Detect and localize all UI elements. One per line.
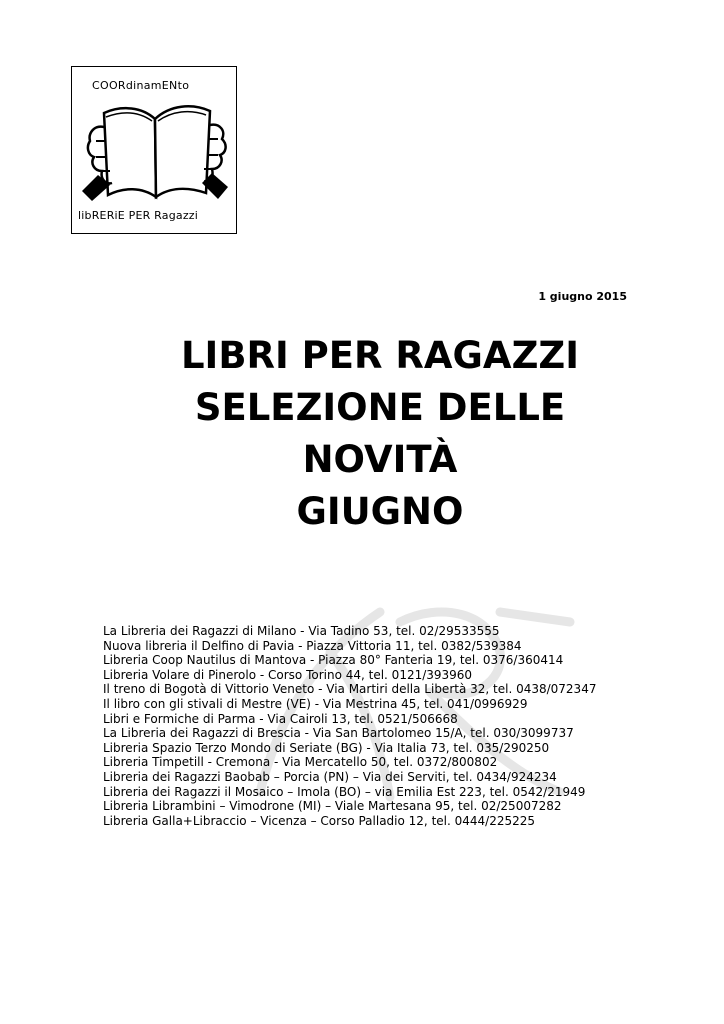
list-item: La Libreria dei Ragazzi di Milano - Via Tadino 53, tel. 02/29533555 — [103, 624, 500, 638]
list-item: Libreria Spazio Terzo Mondo di Seriate (BG) - Via Italia 73, tel. 035/290250 — [103, 740, 550, 755]
list-item: Libreria Timpetill - Cremona - Via Mercatello 50, tel. 0372/800802 — [103, 755, 498, 770]
list-item: Libreria dei Ragazzi il Mosaico – Imola (BO) – via Emilia Est 223, tel. 0542/21949 — [103, 784, 586, 799]
list-item: Il treno di Bogotà di Vittorio Veneto - Via Martiri della Libertà 32, tel. 0438/072347 — [103, 682, 597, 697]
bookstore-list — [103, 624, 663, 828]
list-item: Libreria Librambini – Vimodrone (MI) – Viale Martesana 95, tel. 02/25007282 — [103, 799, 562, 814]
logo-bottom-text: libRERiE PER Ragazzi — [78, 209, 199, 222]
list-item: La Libreria dei Ragazzi di Brescia - Via San Bartolomeo 15/A, tel. 030/3099737 — [103, 726, 574, 741]
list-item: Libreria Galla+Libraccio – Vicenza – Corso Palladio 12, tel. 0444/225225 — [103, 813, 536, 828]
logo-top-text: COORdinamENto — [92, 79, 190, 92]
title-line: SELEZIONE DELLE — [194, 386, 566, 429]
title-line: NOVITÀ — [302, 438, 458, 481]
list-item: Libri e Formiche di Parma - Via Cairoli 13, tel. 0521/506668 — [103, 711, 458, 726]
document-date: 1 giugno 2015 — [538, 290, 627, 303]
list-item: Nuova libreria il Delfino di Pavia - Piazza Vittoria 11, tel. 0382/539384 — [103, 638, 522, 653]
title-line: LIBRI PER RAGAZZI — [180, 334, 579, 377]
list-item: Libreria Volare di Pinerolo - Corso Torino 44, tel. 0121/393960 — [103, 667, 473, 682]
logo — [71, 66, 237, 234]
list-item: Il libro con gli stivali di Mestre (VE) - Via Mestrina 45, tel. 041/0996929 — [103, 696, 528, 711]
document-title — [100, 330, 660, 538]
title-line: GIUGNO — [296, 490, 464, 533]
list-item: Libreria Coop Nautilus di Mantova - Piazza 80° Fanteria 19, tel. 0376/360414 — [103, 653, 564, 668]
list-item: Libreria dei Ragazzi Baobab – Porcia (PN) – Via dei Serviti, tel. 0434/924234 — [103, 769, 557, 784]
